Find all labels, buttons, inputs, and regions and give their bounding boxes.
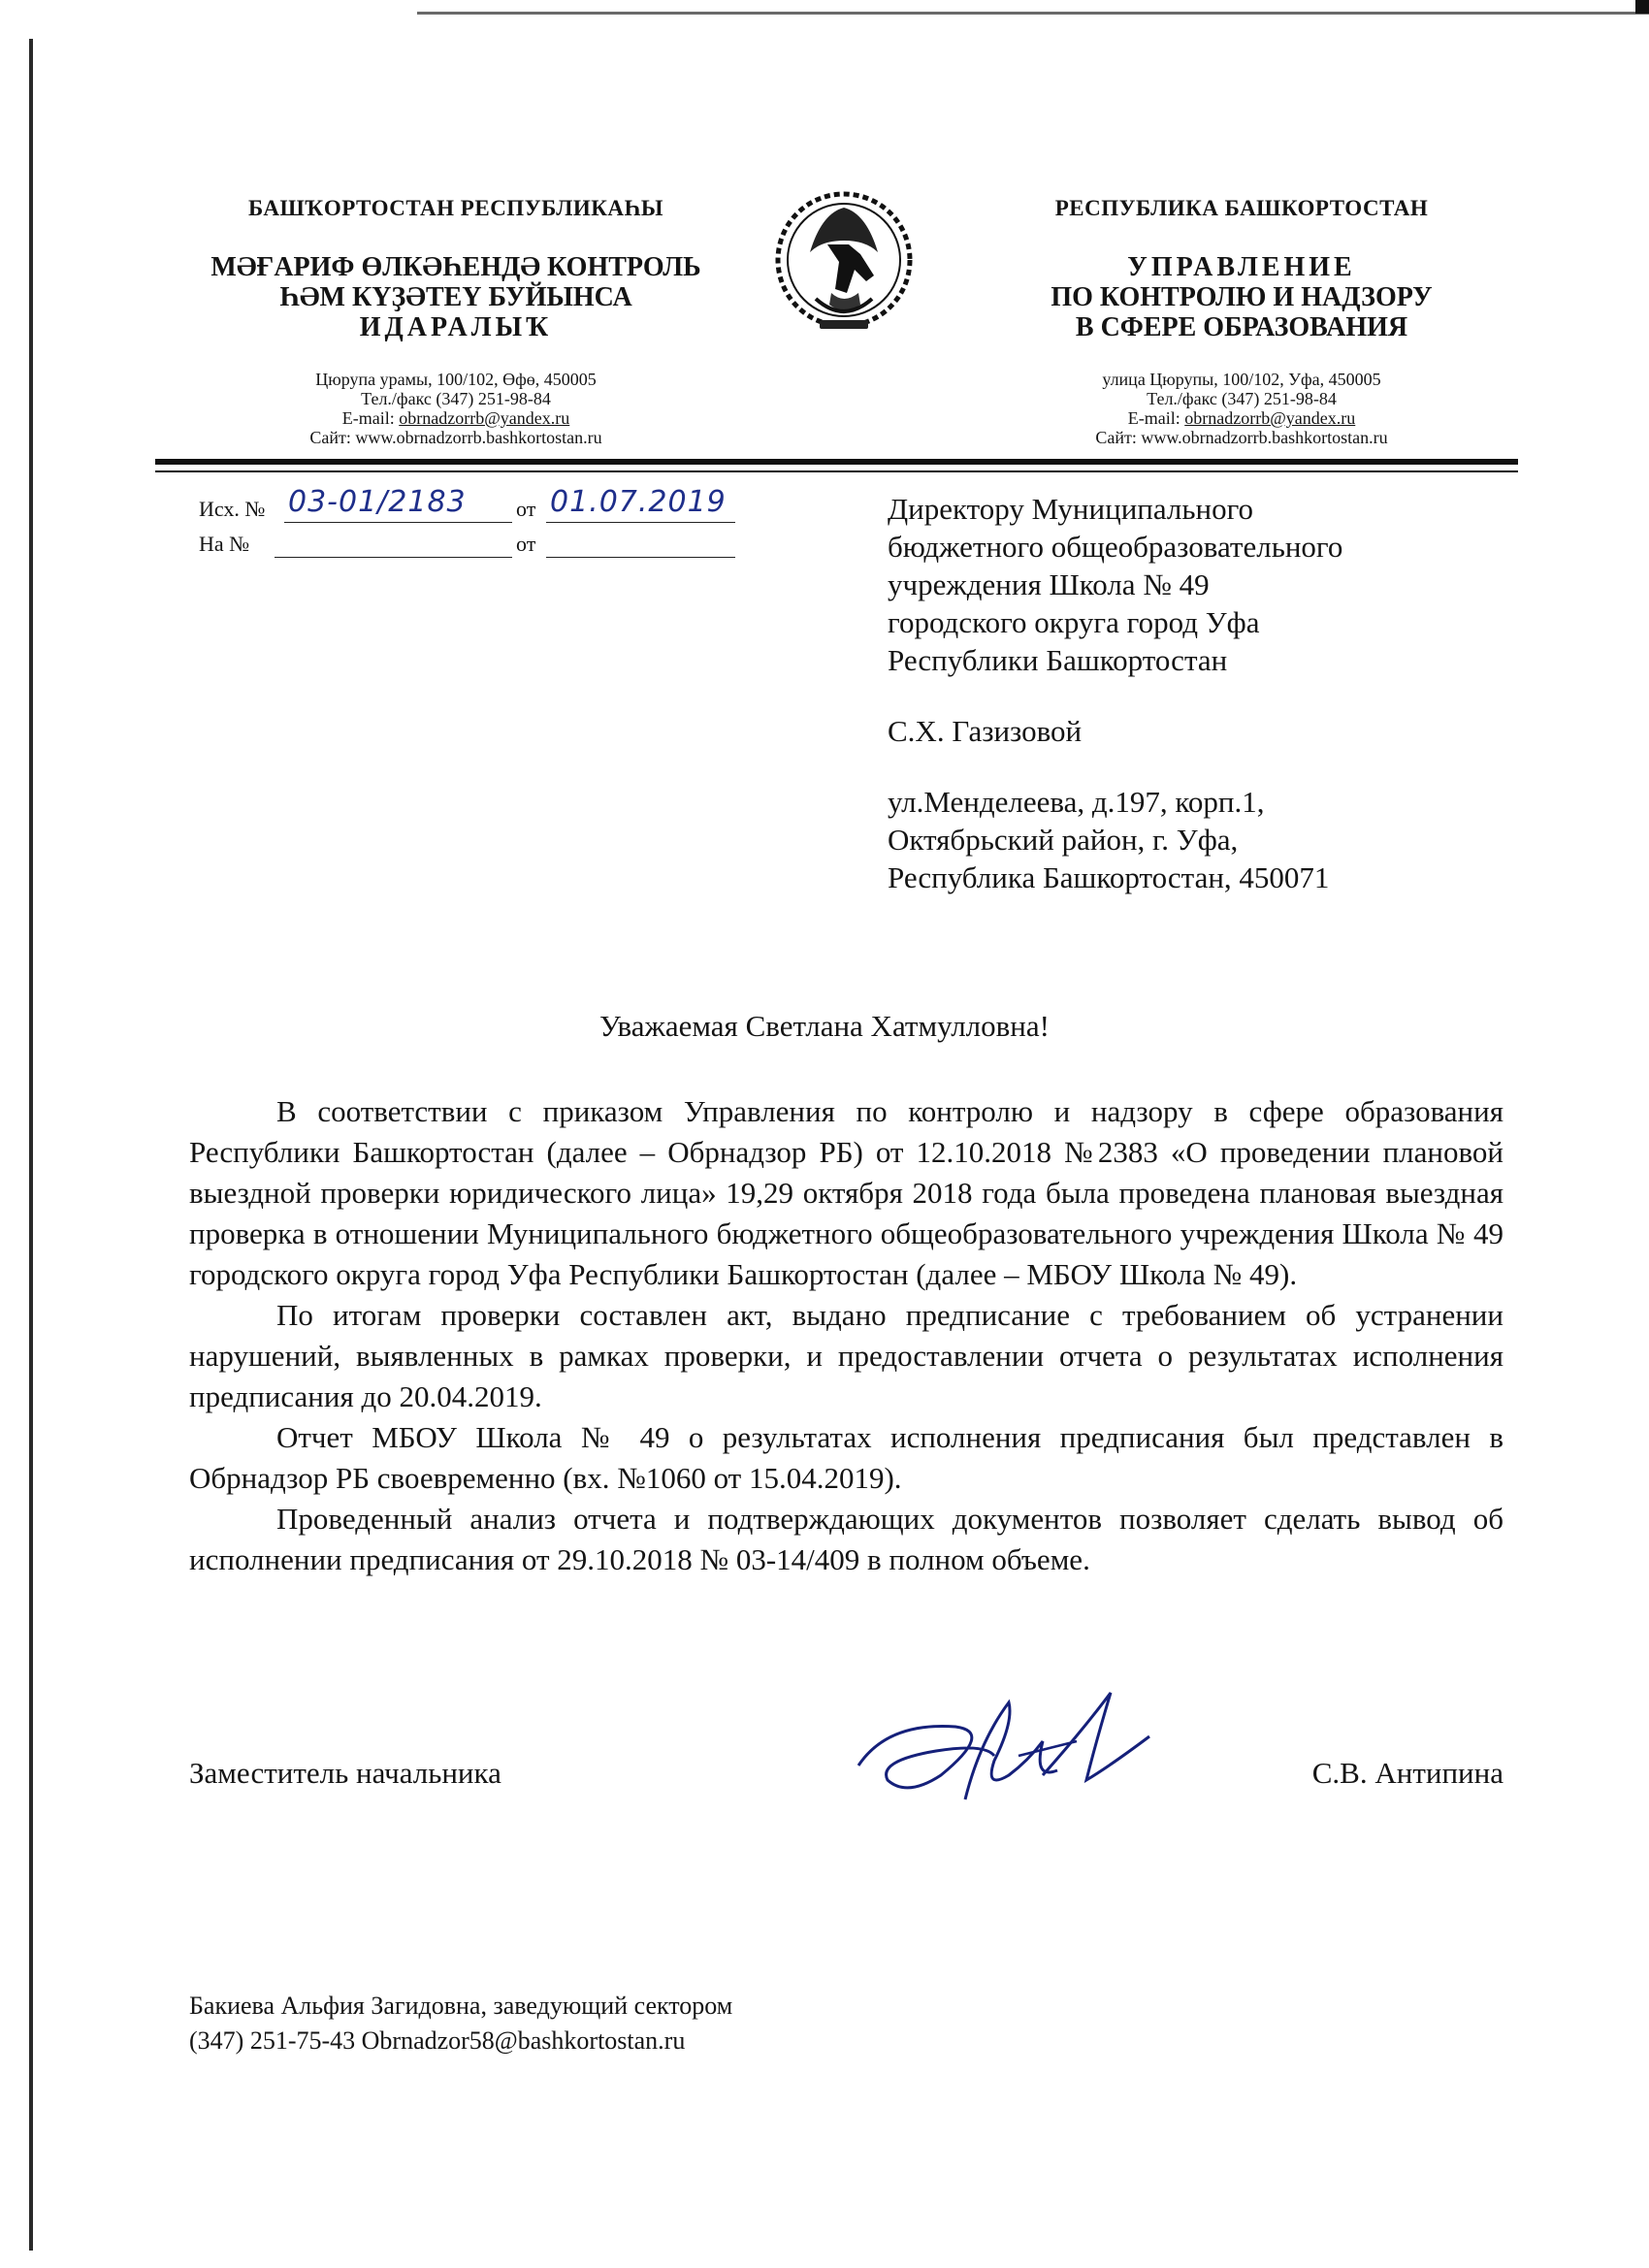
header-divider xyxy=(155,459,1518,465)
signatory-title: Заместитель начальника xyxy=(189,1756,501,1790)
letter-body xyxy=(189,1091,1504,1580)
agency-line: ҺӘМ КҮҘӘТЕҮ БУЙЫНСА xyxy=(279,282,632,312)
email-link[interactable]: obrnadzorrb@yandex.ru xyxy=(399,408,570,428)
outgoing-date-label: от xyxy=(516,497,536,521)
outgoing-ref-row xyxy=(199,485,742,532)
letterhead-russian xyxy=(970,184,1513,447)
country-name-bashkir: БАШҠОРТОСТАН РЕСПУБЛИКАҺЫ xyxy=(248,196,663,220)
postal-address: Цюрупа урамы, 100/102, Өфө, 450005 xyxy=(315,370,597,389)
incoming-ref-row xyxy=(199,532,742,578)
body-paragraph: Проведенный анализ отчета и подтверждающих документов позволяет сделать вывод об исполнении предписания от 29.10.2018 № 03-14/409 в полном объеме. xyxy=(189,1502,1504,1576)
addressee-address-line: Октябрьский район, г. Уфа, xyxy=(888,823,1239,857)
addressee-line: Республики Башкортостан xyxy=(888,643,1228,677)
body-paragraph: В соответствии с приказом Управления по контролю и надзору в сфере образования Республики Башкортостан (далее – Обрнадзор РБ) от 12.10.2018 №2383 «О проведении плановой выездной проверки юридического лица» 19,29 октября 2018 года была проведена плановая выездная проверка в отношении Муниципального бюджетного общеобразовательного учреждения Школа № 49 городского округа город Уфа Республики Башкортостан (далее – МБОУ Школа № 49). xyxy=(189,1094,1504,1291)
agency-line: ИДАРАЛЫҠ xyxy=(359,312,553,342)
addressee-line: Директору Муниципального xyxy=(888,492,1254,526)
country-name-russian: РЕСПУБЛИКА БАШКОРТОСТАН xyxy=(1054,196,1429,220)
executor-contact xyxy=(189,1989,732,2058)
outgoing-number: 03-01/2183 xyxy=(288,485,467,519)
body-paragraph: По итогам проверки составлен акт, выдано предписание с требованием об устранении нарушений, выявленных в рамках проверки, и предоставлении отчета о результатах исполнения предписания до 20.04.2019. xyxy=(189,1298,1504,1413)
incoming-number-label: На № xyxy=(199,532,250,556)
scan-edge-top xyxy=(417,12,1649,15)
addressee-line: бюджетного общеобразовательного xyxy=(888,530,1343,564)
body-paragraph: Отчет МБОУ Школа № 49 о результатах исполнения предписания был представлен в Обрнадзор РБ своевременно (вх. №1060 от 15.04.2019). xyxy=(189,1420,1504,1495)
executor-name: Бакиева Альфия Загидовна, заведующий сектором xyxy=(189,1992,733,2020)
incoming-date-blank xyxy=(546,532,735,558)
addressee-address-line: ул.Менделеева, д.197, корп.1, xyxy=(888,785,1265,819)
email-link[interactable]: obrnadzorrb@yandex.ru xyxy=(1184,408,1356,428)
contact-block-bashkir xyxy=(155,370,757,447)
agency-line: МӘҒАРИФ ӨЛКӘҺЕНДӘ КОНТРОЛЬ xyxy=(210,252,701,282)
agency-name-bashkir xyxy=(155,252,757,342)
email-line xyxy=(155,408,757,428)
addressee-block xyxy=(888,490,1567,896)
executor-phone-email: (347) 251-75-43 Obrnadzor58@bashkortostan.ru xyxy=(189,2026,686,2055)
outgoing-date: 01.07.2019 xyxy=(550,485,727,519)
phone: Тел./факс (347) 251-98-84 xyxy=(361,389,551,408)
email-label: E-mail: xyxy=(1127,408,1185,428)
contact-block-russian xyxy=(970,370,1513,447)
outgoing-number-underline xyxy=(284,497,512,523)
addressee-line: городского округа город Уфа xyxy=(888,605,1260,639)
letterhead-bashkir xyxy=(155,184,757,447)
email-line xyxy=(970,408,1513,428)
website: Сайт: www.obrnadzorrb.bashkortostan.ru xyxy=(309,428,602,447)
agency-line: В СФЕРЕ ОБРАЗОВАНИЯ xyxy=(1075,312,1408,342)
reference-block xyxy=(199,485,742,578)
addressee-address-line: Республика Башкортостан, 450071 xyxy=(888,860,1330,894)
website: Сайт: www.obrnadzorrb.bashkortostan.ru xyxy=(1095,428,1388,447)
postal-address: улица Цюрупы, 100/102, Уфа, 450005 xyxy=(1102,370,1381,389)
addressee-name: С.Х. Газизовой xyxy=(888,714,1083,748)
incoming-number-blank xyxy=(275,532,512,558)
phone: Тел./факс (347) 251-98-84 xyxy=(1147,389,1337,408)
agency-line: ПО КОНТРОЛЮ И НАДЗОРУ xyxy=(1051,282,1433,312)
header-divider-thin xyxy=(155,470,1518,472)
handwritten-signature-icon xyxy=(849,1683,1169,1819)
agency-name-russian xyxy=(970,252,1513,342)
coat-of-arms-icon xyxy=(771,184,917,354)
agency-line: УПРАВЛЕНИЕ xyxy=(1127,252,1356,282)
scan-corner-mark xyxy=(1635,0,1649,14)
incoming-date-label: от xyxy=(516,532,536,556)
letterhead xyxy=(0,184,1649,466)
salutation: Уважаемая Светлана Хатмулловна! xyxy=(599,1009,1050,1043)
outgoing-date-underline xyxy=(546,497,735,523)
email-label: E-mail: xyxy=(341,408,400,428)
addressee-line: учреждения Школа № 49 xyxy=(888,567,1210,601)
outgoing-number-label: Исх. № xyxy=(199,497,266,521)
signatory-name: С.В. Антипина xyxy=(1311,1756,1504,1790)
